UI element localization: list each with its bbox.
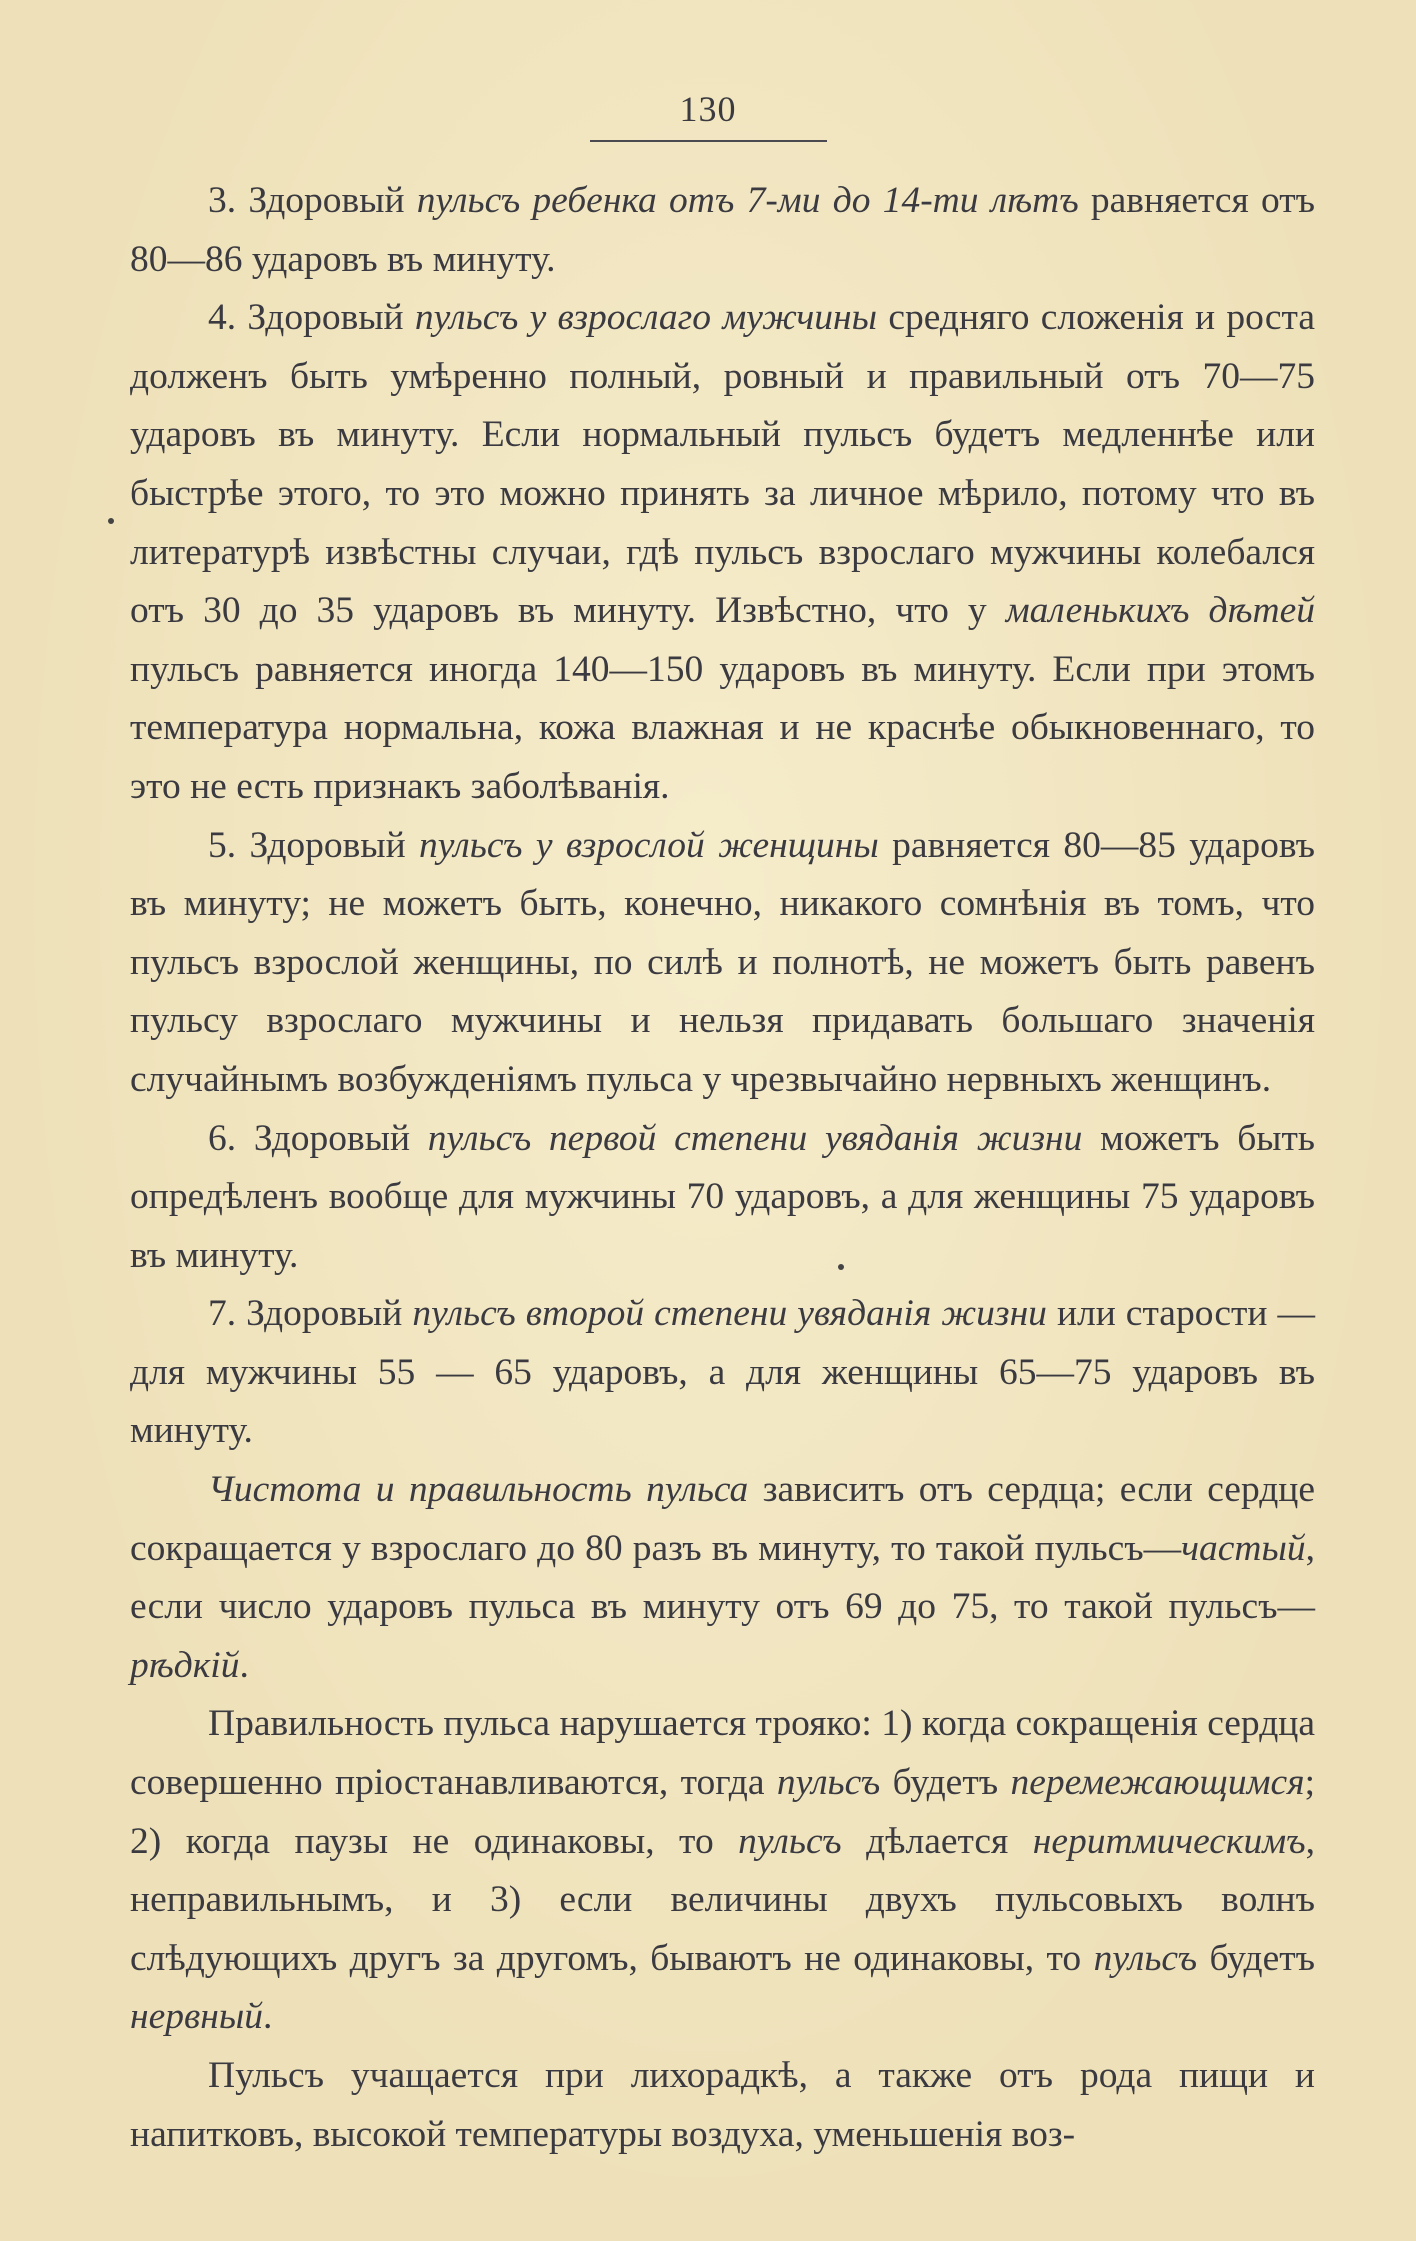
text-run: равняется 80—85 ударовъ въ минуту; не можетъ быть, конечно, никакого сомнѣнія въ томъ, что пульсъ взрослой женщины, по силѣ и полнотѣ, не можетъ быть равенъ пульсу взрослаго мужчины и нельзя придавать большаго значенія случайнымъ возбужденіямъ пульса у чрезвычайно нервныхъ женщинъ. [130, 824, 1316, 1100]
italic-text: нервный [130, 1996, 264, 2038]
text-run: 4. Здоровый [208, 297, 415, 339]
italic-text: маленькихъ дѣтей [1005, 590, 1315, 632]
paragraph [130, 289, 1315, 816]
italic-text: Чистота и правильность пульса [208, 1469, 749, 1511]
text-run: 5. Здоровый [208, 824, 420, 866]
paragraph [130, 1285, 1315, 1461]
text-run: равняется отъ 80—86 ударовъ въ минуту. [130, 180, 1315, 280]
text-run: 6. Здоровый [208, 1117, 428, 1159]
paragraph [130, 1695, 1315, 2047]
text-run: будетъ [1197, 1937, 1315, 1979]
italic-text: неритмическимъ [1032, 1820, 1306, 1862]
italic-text: частый [1181, 1527, 1306, 1569]
paragraph [130, 172, 1315, 289]
page-header [0, 88, 1416, 142]
text-run: будетъ [880, 1762, 1011, 1804]
italic-text: перемежающимся [1010, 1762, 1305, 1804]
paragraph [130, 1461, 1315, 1695]
paragraph [130, 2047, 1315, 2164]
text-run: пульсъ равняется иногда 140—150 ударовъ въ минуту. Если при этомъ температура нормальна, кожа влажная и не краснѣе обыкновеннаго, то это не есть признакъ заболѣванія. [130, 648, 1315, 807]
text-run: ; 2) когда паузы не одинаковы, то [130, 1762, 1315, 1862]
print-speck [108, 518, 114, 524]
page-number: 130 [590, 88, 827, 142]
text-run: 7. Здоровый [208, 1293, 413, 1335]
print-speck [838, 1264, 844, 1270]
body-text [130, 172, 1315, 2164]
text-run: , неправильнымъ, и 3) если величины двухъ пульсовыхъ волнъ слѣдующихъ другъ за другомъ, бываютъ не одинаковы, то [130, 1820, 1315, 1979]
text-run: Правильность пульса нарушается трояко: 1) когда сокращенія сердца совершенно пріостанавливаются, тогда [130, 1703, 1315, 1804]
text-run: средняго сложенія и роста долженъ быть умѣренно полный, ровный и правильный отъ 70—75 ударовъ въ минуту. Если нормальный пульсъ будетъ медленнѣе или быстрѣе этого, то это можно принять за личное мѣрило, потому что въ литературѣ извѣстны случаи, гдѣ пульсъ взрослаго мужчины колебался отъ 30 до 35 ударовъ въ минуту. Извѣстно, что у [130, 297, 1315, 632]
text-run: . [239, 1644, 249, 1686]
italic-text: пульсъ у взрослаго мужчины [414, 297, 878, 339]
italic-text: пульсъ первой степени увяданія жизни [427, 1117, 1083, 1159]
text-run: или старости — для мужчины 55 — 65 ударовъ, а для женщины 65—75 ударовъ въ минуту. [130, 1293, 1315, 1452]
italic-text: пульсъ [1093, 1937, 1198, 1979]
text-run: дѣлается [841, 1820, 1033, 1862]
italic-text: пульсъ [738, 1820, 842, 1862]
paragraph [130, 817, 1315, 1110]
text-run: , если число ударовъ пульса въ минуту отъ 69 до 75, то такой пульсъ— [130, 1527, 1315, 1628]
italic-text: пульсъ [776, 1762, 881, 1804]
italic-text: пульсъ у взрослой женщины [419, 824, 879, 866]
text-run: . [263, 1996, 273, 2038]
text-run: Пульсъ учащается при лихорадкѣ, а также отъ рода пищи и напитковъ, высокой температуры воздуха, уменьшенія воз- [130, 2055, 1315, 2155]
text-run: зависитъ отъ сердца; если сердце сокращается у взрослаго до 80 разъ въ минуту, то такой пульсъ— [130, 1469, 1315, 1569]
paragraph [130, 1110, 1315, 1286]
text-run: 3. Здоровый [208, 180, 417, 221]
text-run: можетъ быть опредѣленъ вообще для мужчины 70 ударовъ, а для женщины 75 ударовъ въ минуту. [130, 1117, 1315, 1276]
italic-text: пульсъ второй степени увяданія жизни [412, 1293, 1047, 1335]
italic-text: рѣдкій [130, 1644, 240, 1686]
italic-text: пульсъ ребенка отъ 7-ми до 14-ти лѣтъ [416, 180, 1079, 221]
